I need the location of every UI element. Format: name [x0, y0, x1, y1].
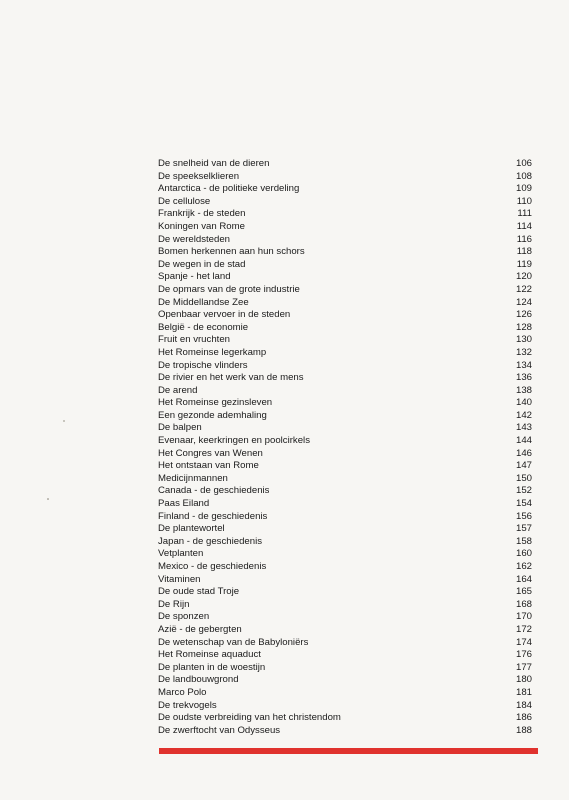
toc-entry: [158, 322, 532, 335]
toc-entry-title: Fruit en vruchten: [158, 334, 230, 346]
toc-entry: [158, 624, 532, 637]
toc-entry-page-number: 134: [515, 359, 532, 371]
toc-entry-title: Bomen herkennen aan hun schors: [158, 246, 305, 258]
toc-entry-title: De oude stad Troje: [158, 586, 240, 598]
toc-entry: [158, 637, 532, 650]
toc-entry: [158, 284, 532, 297]
toc-entry-page-number: 108: [515, 170, 532, 182]
toc-entry-title: Het Congres van Wenen: [158, 447, 263, 459]
toc-entry-title: Paas Eiland: [158, 498, 210, 510]
toc-entry-title: Vitaminen: [158, 573, 201, 585]
toc-entry-title: De arend: [158, 384, 198, 396]
toc-entry-page-number: 158: [515, 535, 532, 547]
toc-entry: [158, 158, 532, 171]
toc-entry-page-number: 164: [515, 573, 532, 585]
toc-entry-title: De wegen in de stad: [158, 258, 246, 270]
toc-entry-page-number: 152: [515, 485, 532, 497]
toc-entry-page-number: 188: [515, 724, 532, 736]
toc-entry-page-number: 177: [515, 661, 532, 673]
toc-entry: [158, 271, 532, 284]
toc-entry: [158, 360, 532, 373]
toc-entry: [158, 460, 532, 473]
toc-entry: [158, 234, 532, 247]
toc-entry-page-number: 142: [515, 409, 532, 421]
toc-entry-title: De landbouwgrond: [158, 674, 239, 686]
toc-entry-page-number: 180: [515, 674, 532, 686]
toc-entry-title: Antarctica - de politieke verdeling: [158, 183, 300, 195]
toc-entry-title: Medicijnmannen: [158, 472, 228, 484]
toc-entry: [158, 662, 532, 675]
toc-entry-page-number: 162: [515, 561, 532, 572]
toc-entry-title: De plantewortel: [158, 523, 225, 535]
toc-entry: [158, 334, 532, 347]
toc-entry-title: Het Romeinse aquaduct: [158, 649, 261, 661]
toc-entry-title: Het Romeinse legerkamp: [158, 346, 267, 358]
toc-entry-page-number: 172: [515, 623, 532, 635]
toc-entry-title: De balpen: [158, 422, 202, 434]
toc-entry-title: De trekvogels: [158, 699, 217, 711]
toc-entry-page-number: 124: [515, 296, 532, 308]
toc-entry: [158, 422, 532, 435]
toc-entry: [158, 586, 532, 599]
toc-entry-title: De cellulose: [158, 195, 211, 207]
toc-entry: [158, 347, 532, 360]
toc-entry: [158, 712, 532, 725]
toc-entry: [158, 674, 532, 687]
toc-entry-page-number: 168: [515, 598, 532, 610]
toc-entry-page-number: 122: [515, 283, 532, 295]
toc-entry: [158, 700, 532, 713]
toc-entry-title: De snelheid van de dieren: [158, 158, 270, 169]
toc-entry: [158, 599, 532, 612]
toc-entry-page-number: 128: [515, 321, 532, 333]
toc-entry-page-number: 160: [515, 548, 532, 560]
toc-entry: [158, 259, 532, 272]
toc-entry-title: België - de economie: [158, 321, 249, 333]
toc-entry-title: Openbaar vervoer in de steden: [158, 309, 291, 321]
toc-entry-page-number: 116: [516, 233, 532, 245]
toc-entry-title: De opmars van de grote industrie: [158, 283, 300, 295]
toc-entry-page-number: 130: [515, 334, 532, 346]
toc-entry: [158, 309, 532, 322]
toc-entry-title: De wetenschap van de Babyloniërs: [158, 636, 309, 648]
toc-entry: [158, 385, 532, 398]
toc-entry-title: Japan - de geschiedenis: [158, 535, 263, 547]
toc-entry-title: Evenaar, keerkringen en poolcirkels: [158, 435, 310, 447]
toc-entry-page-number: 143: [515, 422, 532, 434]
toc-entry-title: Finland - de geschiedenis: [158, 510, 268, 522]
toc-entry: [158, 171, 532, 184]
toc-entry-page-number: 138: [515, 384, 532, 396]
toc-entry-page-number: 118: [516, 246, 532, 258]
toc-entry-page-number: 147: [515, 460, 532, 472]
toc-entry: [158, 485, 532, 498]
toc-entry-title: De tropische vlinders: [158, 359, 248, 371]
toc-entry-title: Het ontstaan van Rome: [158, 460, 259, 472]
toc-entry-title: De oudste verbreiding van het christendom: [158, 712, 341, 724]
toc-entry-page-number: 111: [517, 208, 532, 220]
toc-entry-title: De speekselklieren: [158, 170, 240, 182]
toc-entry: [158, 725, 532, 738]
toc-entry-title: Spanje - het land: [158, 271, 231, 283]
toc-entry: [158, 183, 532, 196]
toc-entry-title: De planten in de woestijn: [158, 661, 266, 673]
toc-entry-page-number: 110: [516, 195, 532, 207]
toc-entry: [158, 372, 532, 385]
toc-entry-title: Koningen van Rome: [158, 220, 245, 232]
toc-entry-page-number: 144: [515, 435, 532, 447]
table-of-contents: [158, 158, 532, 737]
toc-entry: [158, 221, 532, 234]
toc-entry-title: Canada - de geschiedenis: [158, 485, 270, 497]
toc-entry: [158, 473, 532, 486]
toc-entry: [158, 548, 532, 561]
toc-entry-page-number: 156: [515, 510, 532, 522]
toc-entry-page-number: 170: [515, 611, 532, 623]
toc-entry: [158, 435, 532, 448]
paper-speck: [63, 420, 65, 422]
toc-entry: [158, 611, 532, 624]
toc-entry-title: De Rijn: [158, 598, 190, 610]
toc-entry-page-number: 126: [515, 309, 532, 321]
toc-entry-page-number: 119: [516, 258, 532, 270]
toc-entry-title: Azië - de gebergten: [158, 623, 242, 635]
toc-entry-page-number: 114: [516, 220, 532, 232]
toc-entry: [158, 536, 532, 549]
toc-entry: [158, 498, 532, 511]
toc-entry-page-number: 174: [515, 636, 532, 648]
toc-entry: [158, 574, 532, 587]
toc-entry: [158, 397, 532, 410]
toc-entry-page-number: 132: [515, 346, 532, 358]
toc-entry-title: De zwerftocht van Odysseus: [158, 724, 281, 736]
toc-entry-page-number: 176: [515, 649, 532, 661]
toc-entry-title: Vetplanten: [158, 548, 204, 560]
toc-entry-title: Een gezonde ademhaling: [158, 409, 267, 421]
toc-entry: [158, 523, 532, 536]
toc-entry-title: Mexico - de geschiedenis: [158, 561, 267, 572]
toc-entry-page-number: 184: [515, 699, 532, 711]
toc-entry-page-number: 146: [515, 447, 532, 459]
toc-entry-page-number: 157: [515, 523, 532, 535]
toc-entry-page-number: 165: [515, 586, 532, 598]
toc-entry-page-number: 154: [515, 498, 532, 510]
toc-entry-title: De rivier en het werk van de mens: [158, 372, 304, 384]
toc-entry-page-number: 186: [515, 712, 532, 724]
toc-entry: [158, 208, 532, 221]
toc-entry-page-number: 140: [515, 397, 532, 409]
toc-entry-page-number: 181: [515, 686, 532, 698]
toc-entry-page-number: 120: [515, 271, 532, 283]
toc-entry: [158, 297, 532, 310]
toc-entry: [158, 246, 532, 259]
toc-entry-title: De Middellandse Zee: [158, 296, 249, 308]
toc-entry-title: Marco Polo: [158, 686, 207, 698]
toc-entry: [158, 561, 532, 574]
toc-entry: [158, 448, 532, 461]
toc-entry-page-number: 150: [515, 472, 532, 484]
toc-entry: [158, 687, 532, 700]
toc-entry: [158, 196, 532, 209]
toc-entry-title: Het Romeinse gezinsleven: [158, 397, 273, 409]
toc-entry-title: De wereldsteden: [158, 233, 230, 245]
toc-entry-page-number: 106: [515, 158, 532, 169]
toc-entry: [158, 410, 532, 423]
toc-entry-page-number: 136: [515, 372, 532, 384]
paper-speck: [47, 498, 49, 500]
toc-entry-title: Frankrijk - de steden: [158, 208, 246, 220]
toc-entry-title: De sponzen: [158, 611, 210, 623]
toc-entry: [158, 511, 532, 524]
red-accent-bar: [159, 748, 538, 754]
toc-entry-page-number: 109: [515, 183, 532, 195]
toc-entry: [158, 649, 532, 662]
